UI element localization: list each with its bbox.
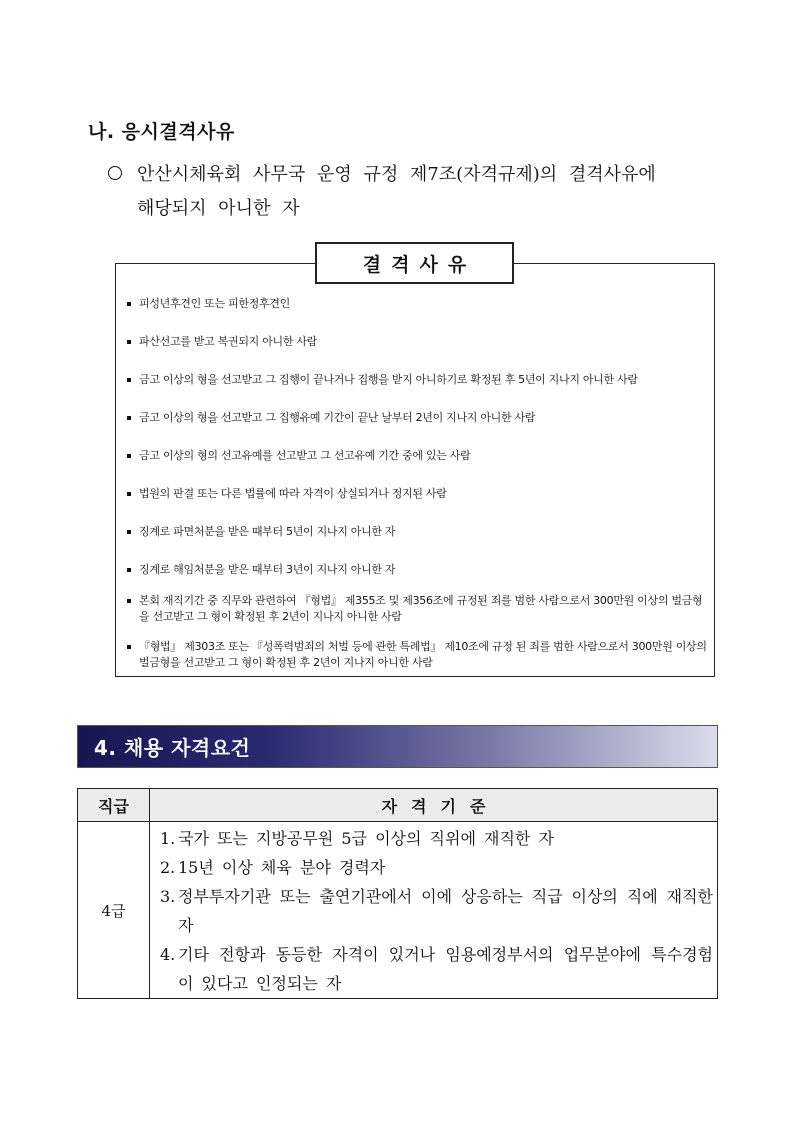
- criteria-cell: [150, 822, 718, 999]
- table-row: [78, 822, 718, 999]
- square-bullet-icon: [127, 599, 131, 603]
- circle-bullet-icon: [108, 166, 122, 180]
- criteria-item: 2. 15년 이상 체육 분야 경력자: [160, 858, 386, 877]
- square-bullet-icon: [127, 416, 131, 420]
- disqualification-item: 『형법』 제303조 또는 『성폭력범죄의 처벌 등에 관한 특례법』 제10조에 규정 된 죄를 범한 사람으로서 300만원 이상의 벌금형을 선고받고 그 형이 확정된 후 2년이 지나지 아니한 사람: [127, 639, 712, 671]
- disqualification-item: 금고 이상의 형을 선고받고 그 집행이 끝나거나 집행을 받지 아니하기로 확정된 후 5년이 지나지 아니한 사람: [127, 372, 712, 388]
- grade-header: 직급: [78, 789, 150, 822]
- criteria-item: 4. 기타 전항과 동등한 자격이 있거나 임용예정부서의 업무분야에 특수경험이 있다고 인정되는 자: [160, 945, 713, 993]
- disqualification-item: 본회 재직기간 중 직무와 관련하여 『형법』 제355조 및 제356조에 규정된 죄를 범한 사람으로서 300만원 이상의 벌금형을 선고받고 그 형이 확정된 후 2년이 지나지 아니한 사람: [127, 593, 712, 625]
- disqualification-item: 금고 이상의 형의 선고유예를 선고받고 그 선고유예 기간 중에 있는 사람: [127, 448, 712, 464]
- square-bullet-icon: [127, 530, 131, 534]
- square-bullet-icon: [127, 492, 131, 496]
- disqualification-item: 파산선고를 받고 복권되지 아니한 사람: [127, 334, 712, 350]
- criteria-header: 자격기준: [150, 789, 718, 822]
- criteria-item: 1. 국가 또는 지방공무원 5급 이상의 직위에 재직한 자: [160, 829, 554, 848]
- square-bullet-icon: [127, 302, 131, 306]
- disqualification-item: 징계로 파면처분을 받은 때부터 5년이 지나지 아니한 자: [127, 524, 712, 540]
- criteria-item: 3. 정부투자기관 또는 출연기관에서 이에 상응하는 직급 이상의 직에 재직한 자: [160, 887, 713, 935]
- requirements-banner: 4. 채용 자격요건: [77, 725, 718, 768]
- disqualification-item: 금고 이상의 형을 선고받고 그 집행유예 기간이 끝난 날부터 2년이 지나지 아니한 사람: [127, 410, 712, 426]
- paragraph-line-1: 안산시체육회 사무국 운영 규정 제7조(자격규제)의 결격사유에: [137, 164, 656, 185]
- square-bullet-icon: [127, 454, 131, 458]
- requirements-table: [77, 788, 718, 999]
- square-bullet-icon: [127, 340, 131, 344]
- square-bullet-icon: [127, 378, 131, 382]
- grade-cell: 4급: [78, 822, 150, 999]
- square-bullet-icon: [127, 568, 131, 572]
- square-bullet-icon: [127, 645, 131, 649]
- section-title: 나. 응시결격사유: [88, 121, 235, 143]
- disqualification-item: 징계로 해임처분을 받은 때부터 3년이 지나지 아니한 자: [127, 562, 712, 578]
- disqualification-title: 결격사유: [315, 242, 514, 284]
- disqualification-item: 법원의 판결 또는 다른 법률에 따라 자격이 상실되거나 정지된 사람: [127, 486, 712, 502]
- paragraph-line-2: 해당되지 아니한 자: [137, 198, 300, 219]
- table-header-row: [78, 789, 718, 822]
- disqualification-item: 피성년후견인 또는 피한정후견인: [127, 296, 712, 312]
